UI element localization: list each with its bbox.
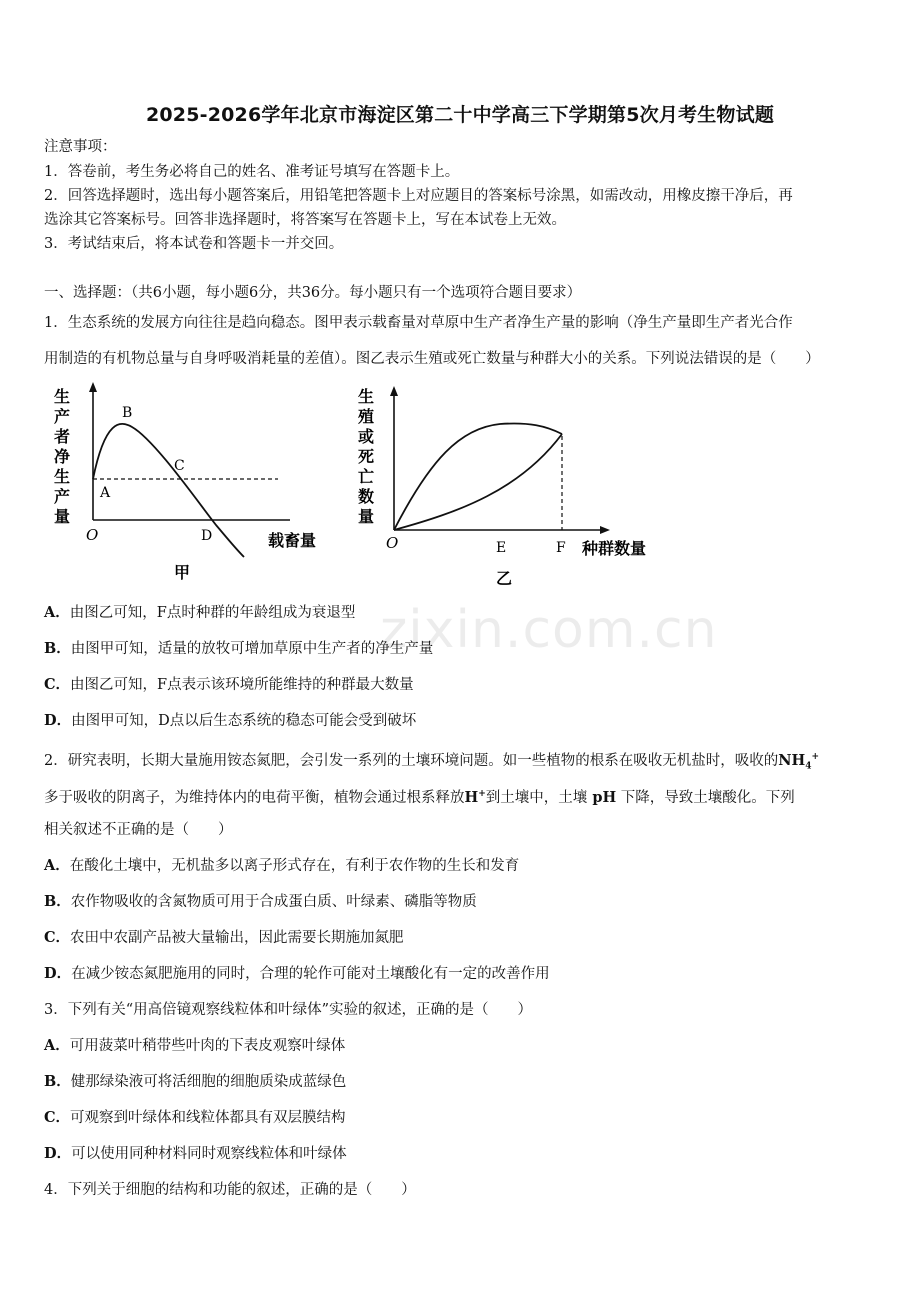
notice-heading: 注意事项：: [44, 139, 117, 155]
graph-caption: 乙: [496, 569, 513, 588]
x-axis-label: 种群数量: [582, 539, 647, 558]
q1-option-d: D．由图甲可知，D点以后生态系统的稳态可能会受到破坏: [44, 712, 417, 729]
ylabel-char: 量: [54, 507, 71, 526]
q2-option-a: A．在酸化土壤中，无机盐多以离子形式存在，有利于农作物的生长和发育: [44, 857, 520, 874]
ylabel-char: 死: [358, 447, 375, 466]
q3-option-b: B．健那绿染液可将活细胞的细胞质染成蓝绿色: [44, 1073, 347, 1090]
ylabel-char: 产: [54, 487, 71, 506]
ylabel-char: 殖: [358, 407, 375, 426]
ylabel-char: 生: [54, 387, 71, 406]
point-label-f: F: [556, 540, 566, 556]
point-label-e: E: [496, 540, 507, 556]
q2-option-b: B．农作物吸收的含氮物质可用于合成蛋白质、叶绿素、磷脂等物质: [44, 893, 477, 910]
ylabel-char: 亡: [358, 467, 375, 486]
origin-label: O: [386, 534, 399, 552]
x-axis-arrow: [600, 526, 610, 534]
q2-stem-line3: 相关叙述不正确的是（ ）: [44, 822, 233, 838]
q4-stem: 4．下列关于细胞的结构和功能的叙述，正确的是（ ）: [44, 1182, 416, 1198]
ylabel-char: 数: [358, 487, 375, 506]
y-axis-arrow: [89, 382, 97, 392]
point-label-b: B: [122, 405, 133, 421]
graph-yi: [350, 380, 670, 590]
graph-jia: [50, 380, 340, 585]
q1-stem-line1: 1．生态系统的发展方向往往是趋向稳态。图甲表示载畜量对草原中生产者净生产量的影响（净生产量即生产者光合作: [44, 315, 793, 331]
q3-option-a: A．可用菠菜叶稍带些叶肉的下表皮观察叶绿体: [44, 1037, 346, 1054]
net-production-curve: [93, 424, 244, 557]
q2-stem-line1: 2．研究表明，长期大量施用铵态氮肥，会引发一系列的土壤环境问题。如一些植物的根系在吸收无机盐时，吸收的$NH_4^+$: [44, 751, 820, 772]
point-label-d: D: [201, 528, 213, 544]
section-heading: 一、选择题：（共6小题，每小题6分，共36分。每小题只有一个选项符合题目要求）: [44, 285, 582, 301]
notice-item: 选涂其它答案标号。回答非选择题时，将答案写在答题卡上，写在本试卷上无效。: [44, 212, 566, 228]
q1-option-b: B．由图甲可知，适量的放牧可增加草原中生产者的净生产量: [44, 640, 434, 657]
y-axis-arrow: [390, 386, 398, 396]
q1-option-a: A．由图乙可知，F点时种群的年龄组成为衰退型: [44, 604, 356, 621]
graph-yi-ylabel: [358, 387, 374, 526]
point-label-c: C: [174, 458, 185, 474]
q1-option-c: C．由图乙可知，F点表示该环境所能维持的种群最大数量: [44, 676, 414, 693]
q3-option-d: D．可以使用同种材料同时观察线粒体和叶绿体: [44, 1145, 347, 1162]
q3-stem: 3．下列有关“用高倍镜观察线粒体和叶绿体”实验的叙述，正确的是（ ）: [44, 1002, 533, 1018]
ylabel-char: 者: [54, 427, 71, 446]
ylabel-char: 量: [358, 507, 375, 526]
graph-caption: 甲: [174, 563, 191, 582]
q2-option-d: D．在减少铵态氮肥施用的同时，合理的轮作可能对土壤酸化有一定的改善作用: [44, 965, 550, 982]
q3-option-c: C．可观察到叶绿体和线粒体都具有双层膜结构: [44, 1109, 346, 1126]
page-title: 2025-2026学年北京市海淀区第二十中学高三下学期第5次月考生物试题: [145, 104, 775, 126]
x-axis-label: 载畜量: [268, 531, 317, 550]
notice-item: 1．答卷前，考生务必将自己的姓名、准考证号填写在答题卡上。: [44, 164, 460, 180]
ylabel-char: 净: [54, 447, 71, 466]
ylabel-char: 产: [54, 407, 71, 426]
ylabel-char: 生: [358, 387, 375, 406]
q2-stem-line2: 多于吸收的阴离子，为维持体内的电荷平衡，植物会通过根系释放H+到土壤中，土壤 pH 下降，导致土壤酸化。下列: [44, 788, 795, 806]
ylabel-char: 生: [54, 467, 71, 486]
graph-jia-ylabel: [54, 387, 70, 526]
ylabel-char: 或: [358, 427, 375, 446]
death-curve: [394, 434, 562, 530]
watermark: zixin.com.cn: [380, 600, 718, 660]
origin-label: O: [86, 526, 99, 544]
q1-stem-line2: 用制造的有机物总量与自身呼吸消耗量的差值）。图乙表示生殖或死亡数量与种群大小的关系。下列说法错误的是（ ）: [44, 351, 820, 367]
point-label-a: A: [100, 485, 111, 501]
notice-item: 3．考试结束后，将本试卷和答题卡一并交回。: [44, 236, 344, 252]
birth-curve: [394, 423, 562, 530]
q2-option-c: C．农田中农副产品被大量输出，因此需要长期施加氮肥: [44, 929, 404, 946]
notice-item: 2．回答选择题时，选出每小题答案后，用铅笔把答题卡上对应题目的答案标号涂黑，如需改动，用橡皮擦干净后，再: [44, 188, 793, 204]
